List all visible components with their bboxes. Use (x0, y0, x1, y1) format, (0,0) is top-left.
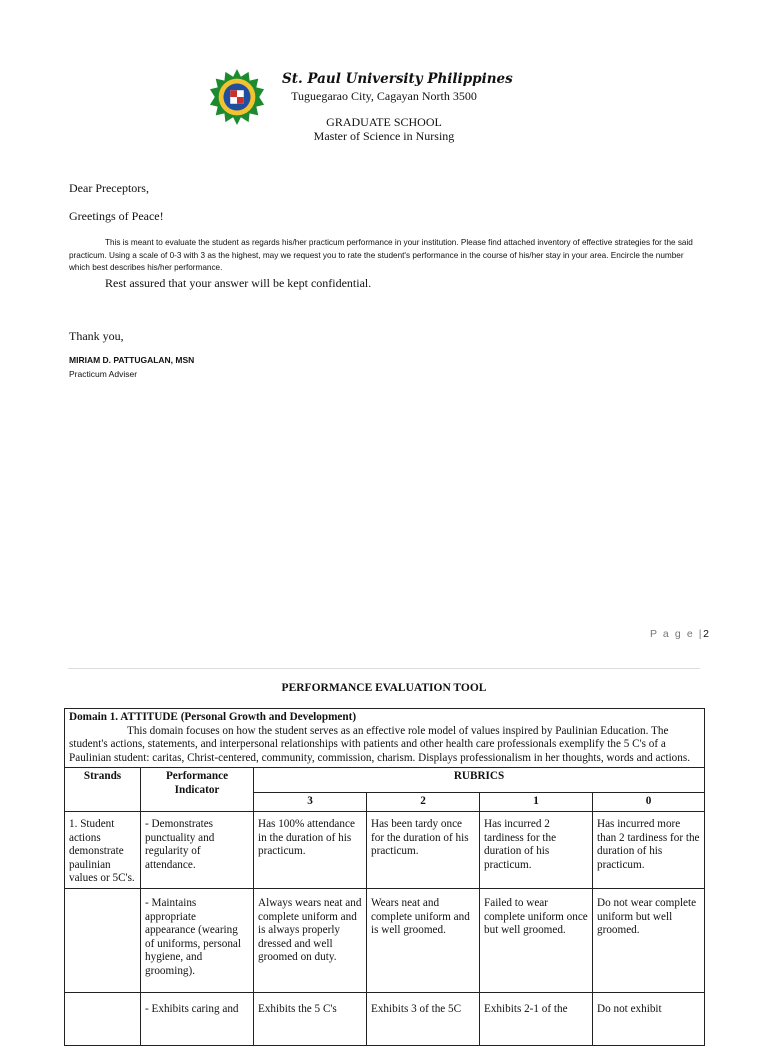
indicator-cell: - Exhibits caring and (141, 992, 254, 1045)
rubric-1-cell: Has incurred 2 tardiness for the duration of his practicum. (480, 811, 593, 888)
domain-row (65, 709, 705, 768)
page-divider (68, 668, 700, 669)
rubric-0-cell: Do not wear complete uniform but well groomed. (593, 888, 705, 992)
rubric-table (64, 708, 705, 1046)
tool-title: PERFORMANCE EVALUATION TOOL (281, 682, 487, 694)
salutation: Dear Preceptors, (69, 181, 149, 195)
signatory-name: MIRIAM D. PATTUGALAN, MSN (69, 355, 195, 365)
page-label: P a g e | (650, 628, 704, 640)
strand-cell: 1. Student actions demonstrate paulinian values or 5C's. (65, 811, 141, 888)
score-0-header: 0 (593, 793, 705, 812)
assurance-line: Rest assured that your answer will be kept confidential. (105, 276, 372, 290)
rubric-3-cell: Has 100% attendance in the duration of his practicum. (254, 811, 367, 888)
strand-cell (65, 888, 141, 992)
rubric-0-cell: Has incurred more than 2 tardiness for the duration of his practicum. (593, 811, 705, 888)
rubric-2-cell: Has been tardy once for the duration of his practicum. (367, 811, 480, 888)
rubric-0-cell: Do not exhibit (593, 992, 705, 1045)
domain-description: This domain focuses on how the student serves as an effective role model of values inspired by Paulinian Education. The student's actions, statements, and interpersonal relationships with patients and other health care professionals exemplify the 5 C's of a Paulinian student: caritas, Christ-centered, community, commission, charism. Displays professionalism in her thoughts, words and actions. (69, 724, 691, 764)
strand-cell (65, 992, 141, 1045)
page-number-value: 2 (703, 628, 709, 640)
domain-cell (65, 709, 705, 768)
university-name: St. Paul University Philippines (282, 71, 513, 87)
indicator-header: Performance Indicator (141, 768, 254, 812)
indicator-cell: - Maintains appropriate appearance (wearing of uniforms, personal hygiene, and grooming). (141, 888, 254, 992)
page-number (650, 628, 709, 640)
closing: Thank you, (69, 329, 124, 343)
table-row (65, 888, 705, 992)
university-seal-icon (208, 68, 266, 126)
rubric-3-cell: Exhibits the 5 C's (254, 992, 367, 1045)
letter-paragraph: This is meant to evaluate the student as regards his/her practicum performance in your institution. Please find attached inventory of effective strategies for the said practicum. Using a scale of 0-3 with 3 as the highest, may we request you to rate the student's performance in the course of his/her stay in your area. Encircle the number which best describes his/her performance. (69, 238, 693, 273)
school-name: GRADUATE SCHOOL (326, 115, 442, 129)
score-3-header: 3 (254, 793, 367, 812)
table-row (65, 811, 705, 888)
score-1-header: 1 (480, 793, 593, 812)
score-2-header: 2 (367, 793, 480, 812)
university-address: Tuguegarao City, Cagayan North 3500 (291, 89, 477, 103)
header-row (65, 768, 705, 793)
domain-title: Domain 1. ATTITUDE (Personal Growth and Development) (69, 711, 357, 723)
table-row (65, 992, 705, 1045)
rubrics-header: RUBRICS (254, 768, 705, 793)
rubric-2-cell: Wears neat and complete uniform and is well groomed. (367, 888, 480, 992)
rubric-3-cell: Always wears neat and complete uniform and is always properly dressed and well groomed on duty. (254, 888, 367, 992)
strands-header: Strands (65, 768, 141, 812)
indicator-cell: - Demonstrates punctuality and regularity of attendance. (141, 811, 254, 888)
program-name: Master of Science in Nursing (313, 129, 455, 143)
rubric-1-cell: Failed to wear complete uniform once but well groomed. (480, 888, 593, 992)
rubric-1-cell: Exhibits 2-1 of the (480, 992, 593, 1045)
signatory-title: Practicum Adviser (69, 369, 138, 379)
greeting: Greetings of Peace! (69, 209, 164, 223)
rubric-2-cell: Exhibits 3 of the 5C (367, 992, 480, 1045)
